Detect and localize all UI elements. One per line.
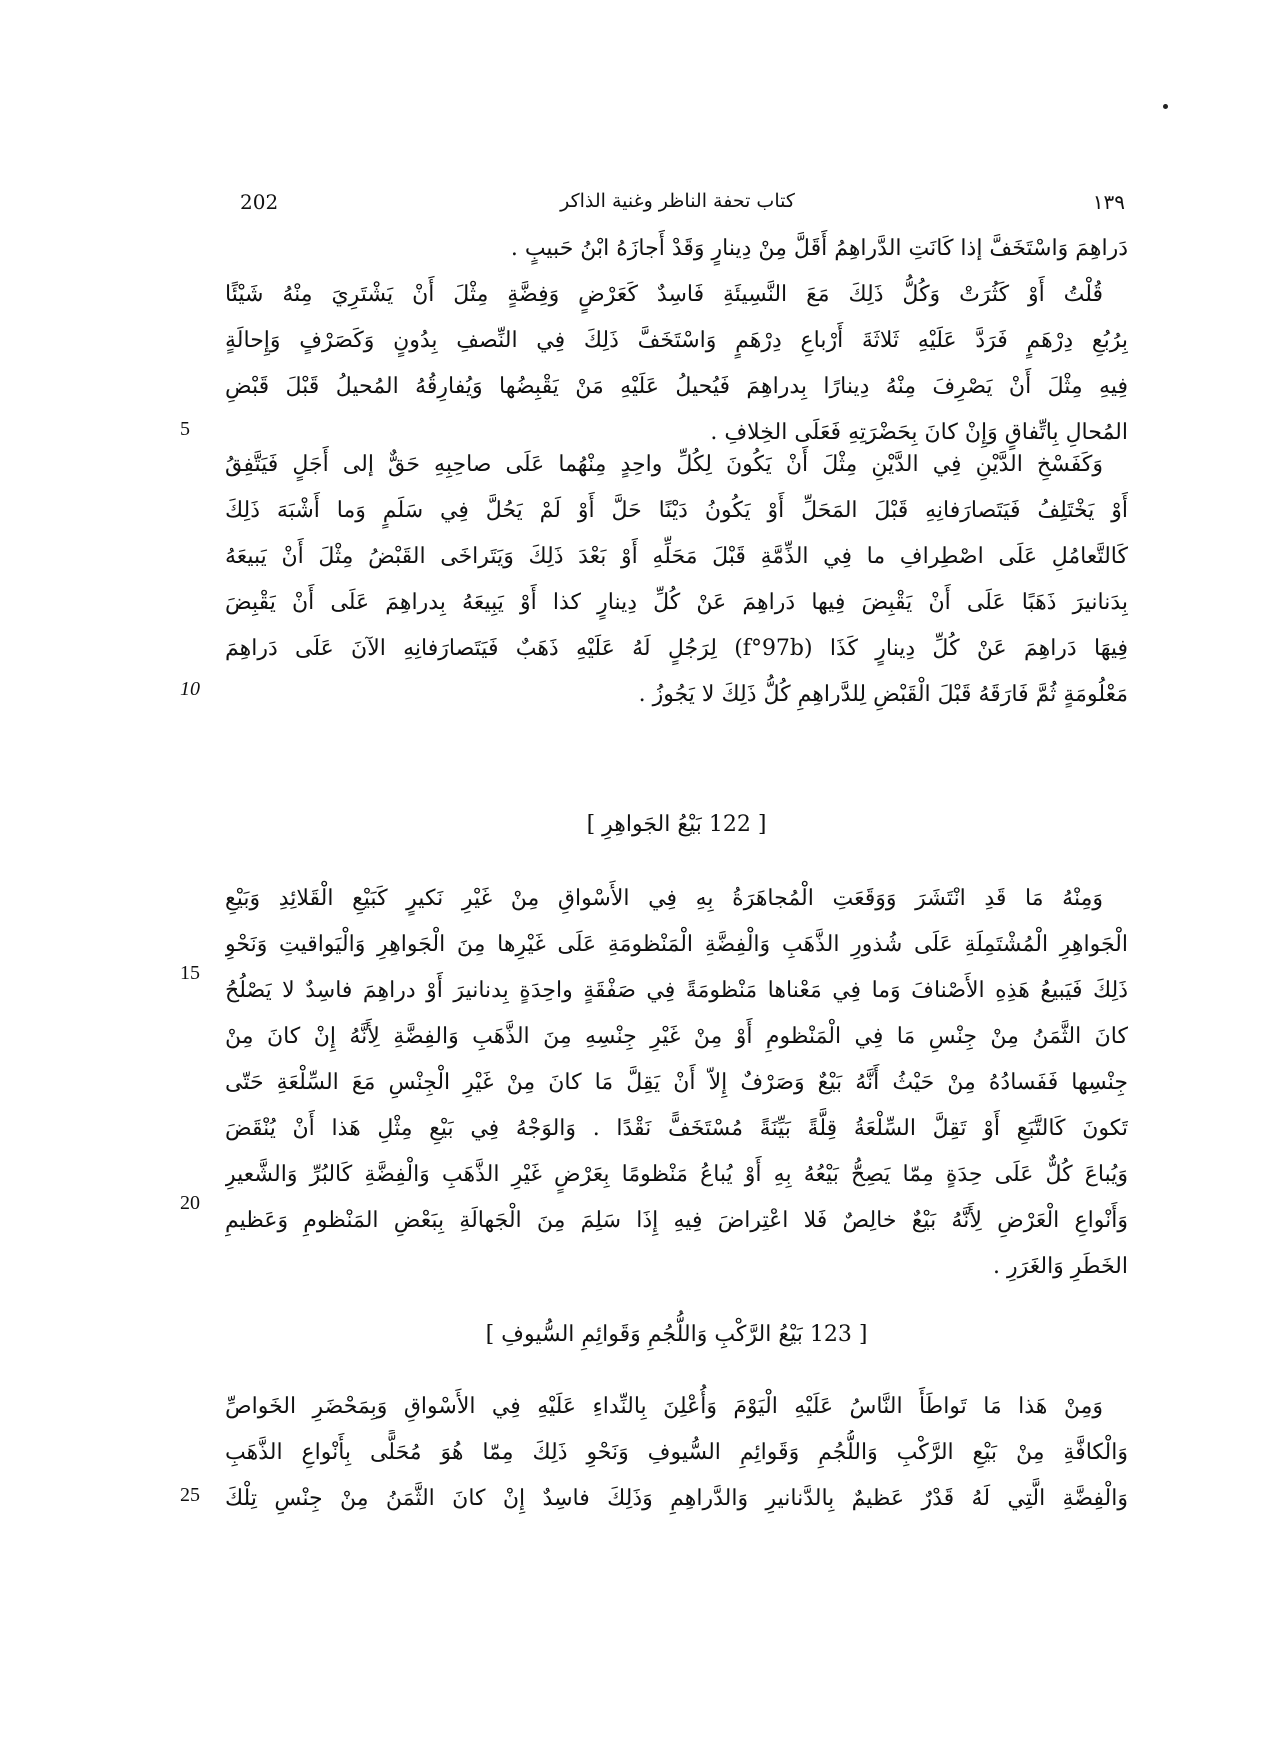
- line-number: 5: [180, 418, 190, 440]
- page-number-latin: 202: [240, 190, 279, 214]
- text-line: بِدَنانيرَ ذَهَبًا عَلَى أَنْ يَقْبِضَ فِيها دَراهِمَ عَنْ كُلِّ دِينارٍ كذا أَوْ يَبِيعَهُ بِدراهِمَ عَلَى أَنْ يَقْبِضَ: [225, 590, 1128, 615]
- text-line: كَالتَّعامُلِ عَلَى اصْطِرافِ ما فِي الذِّمَّةِ قَبْلَ مَحَلِّهِ أَوْ بَعْدَ ذَلِكَ وَيَتَراخَى القَبْضُ مِثْلَ أَنْ يَبيعَهُ: [225, 544, 1128, 569]
- section-heading: [ 123 بَيْعُ الرَّكْبِ وَاللُّجُمِ وَقَوائِمِ السُّيوفِ ]: [485, 1322, 868, 1347]
- text-line: قُلْتُ أَوْ كَثُرَتْ وَكُلُّ ذَلِكَ مَعَ النَّسِيئَةِ فَاسِدٌ كَعَرْضٍ وَفِضَّةٍ مِثْلَ أَنْ يَشْتَرِيَ مِنْهُ شَيْئًا: [225, 282, 1104, 307]
- line-number: 15: [180, 962, 200, 984]
- text-line: تَكونَ كَالتَّبَعِ أَوْ تَقِلَّ السِّلْعَةُ قِلَّةً بَيِّنَةً مُسْتَخَفًّ نَقْدًا . وَالوَجْهُ فِي بَيْعِ مِثْلِ هَذا أَنْ يُنْقَضَ: [225, 1116, 1128, 1141]
- text-line: كانَ الثَّمَنُ مِنْ جِنْسِ مَا فِي الْمَنْظومِ أَوْ مِنْ غَيْرِ جِنْسِهِ مِنَ الذَّهَبِ وَالفِضَّةِ لِأَنَّهُ إِنْ كانَ مِنْ: [225, 1024, 1128, 1049]
- text-line: بِرُبُعِ دِرْهَمٍ فَرَدَّ عَلَيْهِ ثَلاثَةَ أَرْباعِ دِرْهَمٍ وَاسْتَخَفَّ ذَلِكَ فِي النِّصفِ بِدُونٍ وَكَصَرْفٍ وَإِحالَةٍ: [225, 328, 1128, 353]
- text-line: فِيهَا دَراهِمَ عَنْ كُلِّ دِينارٍ كَذَا (f°97b) لِرَجُلٍ لَهُ عَلَيْهِ ذَهَبٌ فَيَتَصارَفانِهِ الآنَ عَلَى دَراهِمَ: [225, 636, 1128, 661]
- text-line: فِيهِ مِثْلَ أَنْ يَصْرِفَ مِنْهُ دِينارًا بِدراهِمَ فَيُحيلُ عَلَيْهِ مَنْ يَقْبِضُها وَيُفارِقُهُ المُحيلُ قَبْلَ قَبْضِ: [225, 374, 1128, 399]
- text-line: أَوْ يَخْتَلِفُ فَيَتَصارَفانِهِ قَبْلَ المَحَلِّ أَوْ يَكُونُ دَيْنًا حَلَّ أَوْ لَمْ يَحُلَّ فِي سَلَمٍ وَما أَشْبَهَ ذَلِكَ: [225, 498, 1128, 523]
- text-line: ذَلِكَ فَيَبيعُ هَذِهِ الأَصْنافَ وَما فِي مَعْناها مَنْظومَةً فِي صَفْقَةٍ واحِدَةٍ بِدنانيرَ أَوْ دراهِمَ فاسِدٌ لا يَصْلُحُ: [225, 978, 1128, 1003]
- line-number: 25: [180, 1484, 200, 1506]
- text-line: وَمِنْ هَذا مَا تَواطَأَ النَّاسُ عَلَيْهِ الْيَوْمَ وَأُعْلِنَ بِالنِّداءِ عَلَيْهِ فِي الأَسْواقِ وَبِمَحْضَرِ الخَواصِّ: [225, 1394, 1103, 1419]
- text-line: وَالْفِضَّةِ الَّتِي لَهُ قَدْرٌ عَظيمٌ بِالدَّنانيرِ وَالدَّراهِمِ وَذَلِكَ فاسِدٌ إِنْ كانَ الثَّمَنُ مِنْ جِنْسِ تِلْكَ: [225, 1486, 1128, 1511]
- section-heading: [ 122 بَيْعُ الجَواهِرِ ]: [586, 812, 767, 837]
- text-line: وَمِنْهُ مَا قَدِ انْتَشَرَ وَوَقَعَتِ الْمُجاهَرَةُ بِهِ فِي الأَسْواقِ مِنْ غَيْرِ نَكيرٍ كَبَيْعِ الْقَلائِدِ وَبَيْعِ: [225, 886, 1103, 911]
- text-line: وَأَنْواعِ الْعَرْضِ لِأَنَّهُ بَيْعٌ خالِصٌ فَلا اعْتِراضَ فِيهِ إِذَا سَلِمَ مِنَ الْجَهالَةِ بِبَعْضِ المَنْظومِ وَعَظيمِ: [225, 1208, 1128, 1233]
- line-number: 20: [180, 1192, 200, 1214]
- text-line: دَراهِمَ وَاسْتَخَفَّ إذا كَانَتِ الدَّراهِمُ أَقَلَّ مِنْ دِينارٍ وَقَدْ أَجازَهُ ابْنُ حَبيبٍ .: [510, 236, 1128, 261]
- text-line: المُحالِ بِاتِّفاقٍ وَإِنْ كانَ بِحَضْرَتِهِ فَعَلَى الخِلافِ .: [710, 420, 1128, 445]
- text-line: وَالْكافَّةِ مِنْ بَيْعِ الرَّكْبِ وَاللُّجُمِ وَقَوائِمِ السُّيوفِ وَنَحْوِ ذَلِكَ مِمّا هُوَ مُحَلًّى بِأَنْواعِ الذَّهَبِ: [225, 1440, 1128, 1465]
- text-line: جِنْسِها فَفَسادُهُ مِنْ حَيْثُ أَنَّهُ بَيْعٌ وَصَرْفٌ إِلاّ أَنْ يَقِلَّ مَا كانَ مِنْ غَيْرِ الْجِنْسِ مَعَ السِّلْعَةِ حَتّى: [225, 1070, 1128, 1095]
- text-line: الخَطَرِ وَالغَرَرِ .: [993, 1254, 1128, 1279]
- text-line: وَكَفَسْخِ الدَّيْنِ فِي الدَّيْنِ مِثْلَ أَنْ يَكُونَ لِكُلِّ واحِدٍ مِنْهُما عَلَى صاحِبِهِ حَقٌّ إلى أَجَلٍ فَيَتَّفِقُ: [225, 452, 1103, 477]
- running-header: [230, 190, 1125, 226]
- text-line: مَعْلُومَةٍ ثُمَّ فَارَقَهُ قَبْلَ الْقَبْضِ لِلدَّراهِمِ كُلُّ ذَلِكَ لا يَجُوزُ .: [638, 682, 1128, 707]
- book-title: كتاب تحفة الناظر وغنية الذاكر: [560, 190, 795, 212]
- text-line: الْجَواهِرِ الْمُشْتَمِلَةِ عَلَى شُذورِ الذَّهَبِ وَالْفِضَّةِ الْمَنْظومَةِ عَلَى غَيْرِها مِنَ الْجَواهِرِ وَالْيَواقيتِ وَنَحْوِ: [225, 932, 1128, 957]
- margin-dot: [1163, 104, 1168, 109]
- page-number-arabic: ١٣٩: [1092, 190, 1125, 214]
- text-line: وَيُباعَ كُلٌّ عَلَى حِدَةٍ مِمّا يَصِحُّ بَيْعُهُ بِهِ أَوْ يُباعُ مَنْظومًا بِعَرْضٍ غَيْرِ الذَّهَبِ وَالْفِضَّةِ كَالبُرِّ وَالشَّعيرِ: [225, 1162, 1128, 1187]
- line-number: 10: [180, 678, 200, 700]
